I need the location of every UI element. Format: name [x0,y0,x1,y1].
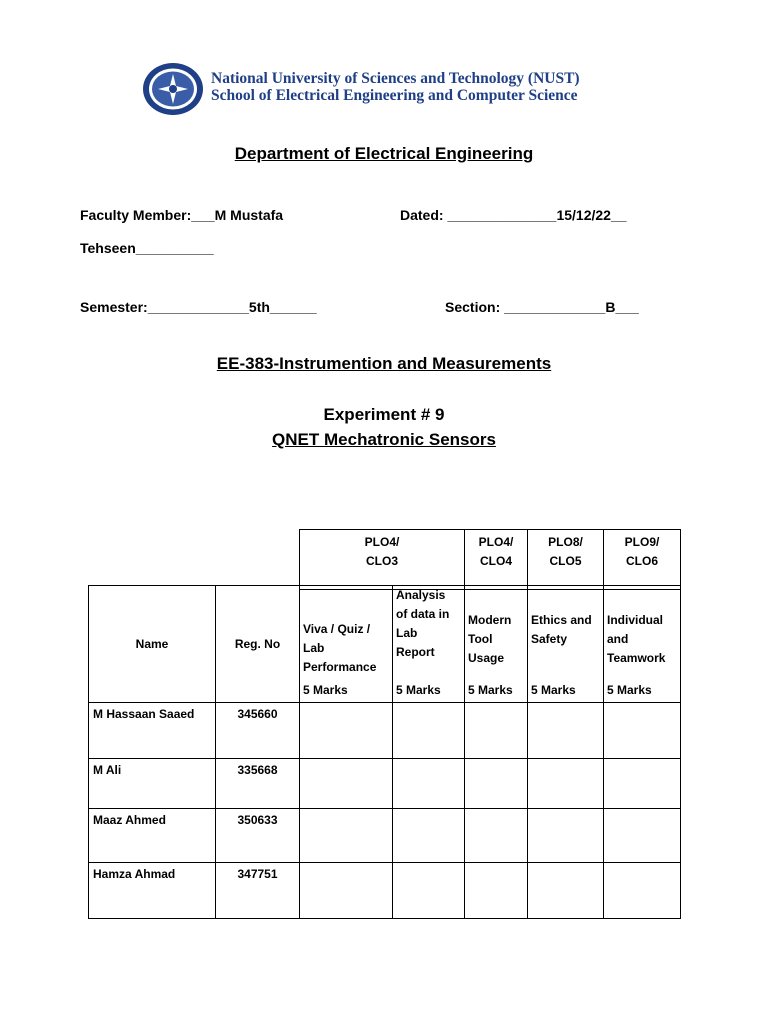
criterion-header: Ethics and Safety 5 Marks [528,586,604,703]
mark-cell[interactable] [393,863,465,919]
faculty-member-field: Faculty Member:___M Mustafa [80,207,284,223]
marks-table [88,585,681,919]
mark-cell[interactable] [393,759,465,809]
section-field: Section: _____________B___ [445,299,639,315]
table-row [89,863,681,919]
mark-cell[interactable] [528,809,604,863]
criterion-header: Viva / Quiz / Lab Performance 5 Marks [300,586,393,703]
plo-cell: PLO4/ CLO3 [300,530,465,590]
header-row [89,586,681,703]
plo-cell: PLO8/ CLO5 [528,530,604,590]
mark-cell[interactable] [300,703,393,759]
header-titles [211,70,580,104]
semester-field: Semester:_____________5th______ [80,299,317,315]
mark-cell[interactable] [393,809,465,863]
table-row [89,703,681,759]
mark-cell[interactable] [528,759,604,809]
mark-cell[interactable] [465,703,528,759]
student-reg: 335668 [216,759,300,809]
reg-header: Reg. No [216,586,300,703]
nust-logo-icon [141,62,205,116]
plo-cell: PLO9/ CLO6 [604,530,681,590]
mark-cell[interactable] [465,809,528,863]
name-header: Name [89,586,216,703]
mark-cell[interactable] [393,703,465,759]
criterion-header: Individual and Teamwork 5 Marks [604,586,681,703]
criterion-header: Modern Tool Usage 5 Marks [465,586,528,703]
experiment-title: QNET Mechatronic Sensors [272,430,496,449]
student-name: M Ali [89,759,216,809]
student-reg: 347751 [216,863,300,919]
table-row [89,759,681,809]
mark-cell[interactable] [528,863,604,919]
experiment-number: Experiment # 9 [323,405,445,424]
student-name: Hamza Ahmad [89,863,216,919]
criterion-header: Analysis of data in Lab Report 5 Marks [393,586,465,703]
mark-cell[interactable] [604,703,681,759]
student-reg: 345660 [216,703,300,759]
table-row [89,809,681,863]
mark-cell[interactable] [604,759,681,809]
mark-cell[interactable] [465,759,528,809]
mark-cell[interactable] [604,863,681,919]
dated-field: Dated: ______________15/12/22__ [400,207,627,223]
student-name: M Hassaan Saaed [89,703,216,759]
student-name: Maaz Ahmed [89,809,216,863]
university-name: National University of Sciences and Technology (NUST) [211,70,580,87]
school-name: School of Electrical Engineering and Computer Science [211,87,578,104]
course-title: EE-383-Instrumention and Measurements [216,354,552,373]
mark-cell[interactable] [300,863,393,919]
mark-cell[interactable] [604,809,681,863]
mark-cell[interactable] [465,863,528,919]
mark-cell[interactable] [300,759,393,809]
student-reg: 350633 [216,809,300,863]
mark-cell[interactable] [528,703,604,759]
mark-cell[interactable] [300,809,393,863]
plo-header-table [299,529,681,590]
faculty-member-continued: Tehseen__________ [80,240,214,256]
department-title: Department of Electrical Engineering [234,144,534,163]
plo-cell: PLO4/ CLO4 [465,530,528,590]
